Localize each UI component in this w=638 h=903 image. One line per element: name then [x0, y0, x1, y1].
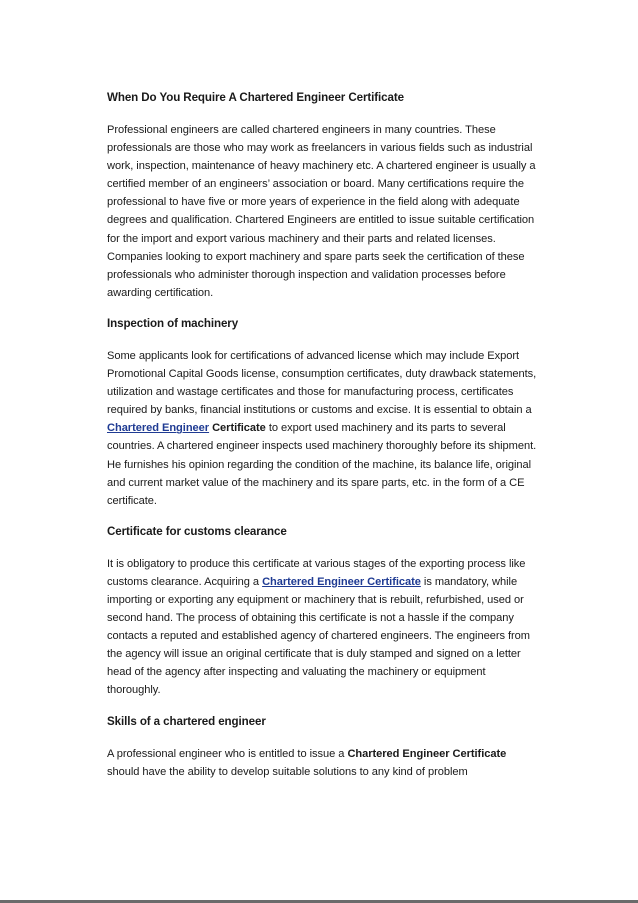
document-title: When Do You Require A Chartered Engineer Certificate: [107, 91, 404, 104]
skills-heading: Skills of a chartered engineer: [107, 714, 266, 728]
chartered-engineer-link[interactable]: Chartered Engineer: [107, 422, 210, 435]
intro-paragraph: Professional engineers are called chartered engineers in many countries. These professionals are those who may work as freelancers in various fields such as industrial work, inspection, maintenance of heavy machinery etc. A chartered engineer is usually a certified member of an engineers’ association or board. Many certifications require the professional to have five or more years of experience in the field along with adequate degrees and qualification. Chartered Engineers are entitled to issue suitable certification for the import and export various machinery and their parts and related licenses. Companies looking to export machinery and spare parts seek the certification of these professionals who administer thorough inspection and validation processes before awarding certification.: [107, 124, 536, 299]
chartered-engineer-certificate-link[interactable]: Chartered Engineer Certificate: [262, 575, 421, 588]
inspection-text-after: to export used machinery and its parts to several countries. A chartered engineer inspects used machinery thoroughly before its shipment. He furnishes his opinion regarding the condition of the machine, its balance life, original and current market value of the machinery and its spare parts, etc. in the form of a CE certificate.: [107, 422, 537, 507]
customs-text-after: is mandatory, while importing or exporting any equipment or machinery that is rebuilt, refurbished, used or second hand. The process of obtaining this certificate is not a hassle if the company contacts a reputed and established agency of chartered engineers. The engineers from the agency will issue an original certificate that is duly stamped and signed on a letter head of the agency after inspecting and valuating the machinery or equipment thoroughly.: [107, 575, 530, 697]
customs-paragraph: [107, 555, 537, 700]
skills-text-after: should have the ability to develop suitable solutions to any kind of problem: [107, 765, 468, 778]
inspection-text-before: Some applicants look for certifications of advanced license which may include Export Promotional Capital Goods license, consumption certificates, duty drawback statements, utilization and wastage certificates and those for manufacturing process, certificates required by banks, financial institutions or customs and excise. It is essential to obtain a: [107, 349, 537, 417]
inspection-bold-certificate: Certificate: [209, 422, 266, 435]
inspection-paragraph: [107, 347, 537, 510]
skills-bold-certificate: Chartered Engineer Certificate: [347, 747, 507, 760]
skills-text-before: A professional engineer who is entitled to issue a: [107, 747, 348, 760]
customs-text-before: It is obligatory to produce this certificate at various stages of the exporting process like customs clearance. Acquiring a: [107, 557, 526, 588]
skills-paragraph: [107, 745, 537, 781]
inspection-heading: Inspection of machinery: [107, 316, 239, 330]
customs-heading: Certificate for customs clearance: [107, 524, 287, 538]
document-page: [107, 89, 537, 781]
